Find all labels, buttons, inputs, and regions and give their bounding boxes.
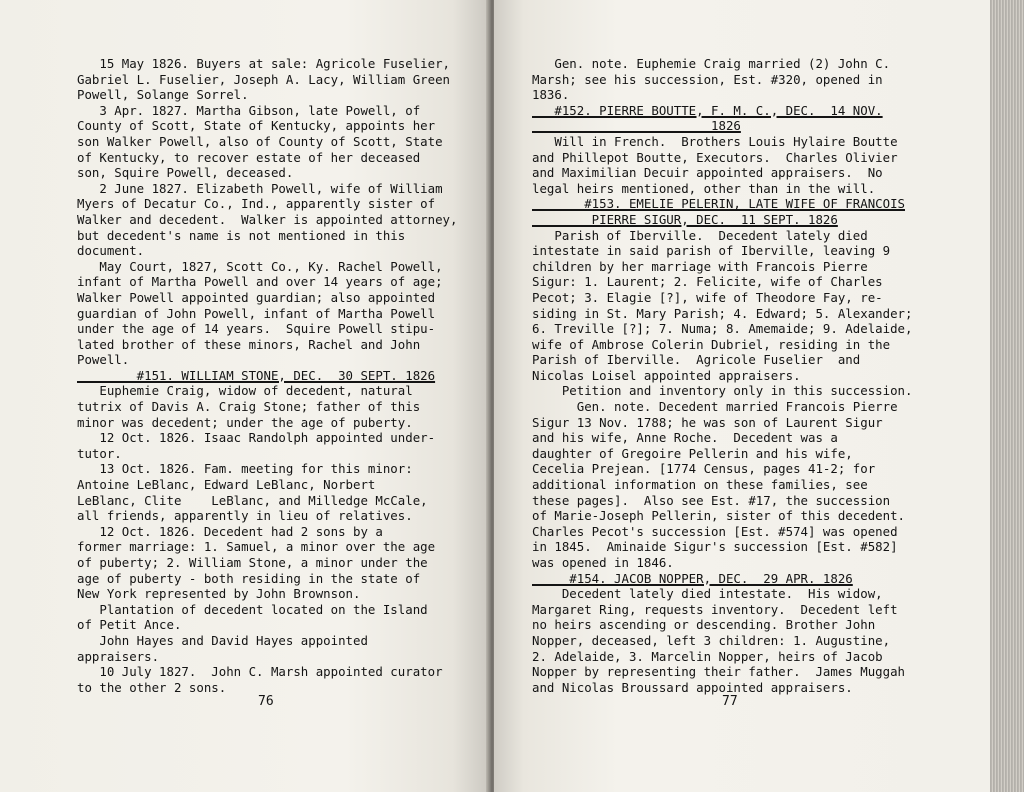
text-line: 12 Oct. 1826. Decedent had 2 sons by a xyxy=(77,523,383,539)
text-line: former marriage: 1. Samuel, a minor over the age xyxy=(77,539,436,555)
text-line: County of Scott, State of Kentucky, appoints her xyxy=(77,118,436,134)
text-line: document. xyxy=(77,243,145,259)
text-line: Parish of Iberville. Agricole Fuselier and xyxy=(532,352,861,368)
page-edges xyxy=(990,0,1024,792)
text-line: Nopper by representing their father. James Muggah xyxy=(532,664,905,680)
text-line: Euphemie Craig, widow of decedent, natural xyxy=(77,383,413,399)
entry-heading: #151. WILLIAM STONE, DEC. 30 SEPT. 1826 xyxy=(77,367,436,383)
text-line: LeBlanc, Clite LeBlanc, and Milledge McCale, xyxy=(77,492,428,508)
text-line: minor was decedent; under the age of puberty. xyxy=(77,414,413,430)
text-line: no heirs ascending or descending. Brother John xyxy=(532,617,876,633)
left-page xyxy=(0,0,492,792)
left-page-number: 76 xyxy=(258,694,274,709)
text-line: in 1845. Aminaide Sigur's succession [Est. #582] xyxy=(532,539,898,555)
text-line: of Kentucky, to recover estate of her deceased xyxy=(77,149,421,165)
text-line: Nicolas Loisel appointed appraisers. xyxy=(532,367,801,383)
text-line: age of puberty - both residing in the state of xyxy=(77,570,421,586)
text-line: additional information on these families, see xyxy=(532,477,868,493)
text-line: Parish of Iberville. Decedent lately died xyxy=(532,227,868,243)
text-line: 2 June 1827. Elizabeth Powell, wife of William xyxy=(77,180,443,196)
left-page-text xyxy=(77,56,472,695)
text-line: Nopper, deceased, left 3 children: 1. Augustine, xyxy=(532,632,891,648)
text-line: lated brother of these minors, Rachel and John xyxy=(77,336,421,352)
text-line: siding in St. Mary Parish; 4. Edward; 5. Alexander; xyxy=(532,305,913,321)
text-line: and Maximilian Decuir appointed appraisers. No xyxy=(532,165,883,181)
text-line: 12 Oct. 1826. Isaac Randolph appointed under- xyxy=(77,430,436,446)
text-line: intestate in said parish of Iberville, leaving 9 xyxy=(532,243,891,259)
text-line: Cecelia Prejean. [1774 Census, pages 41-2; for xyxy=(532,461,876,477)
text-line: Antoine LeBlanc, Edward LeBlanc, Norbert xyxy=(77,477,376,493)
text-line: under the age of 14 years. Squire Powell stipu- xyxy=(77,321,436,337)
text-line: 1836. xyxy=(532,87,570,103)
entry-heading: #154. JACOB NOPPER, DEC. 29 APR. 1826 xyxy=(532,570,853,586)
text-line: these pages]. Also see Est. #17, the succession xyxy=(532,492,891,508)
text-line: 6. Treville [?]; 7. Numa; 8. Amemaide; 9. Adelaide, xyxy=(532,321,913,337)
text-line: Sigur: 1. Laurent; 2. Felicite, wife of Charles xyxy=(532,274,883,290)
entry-heading: #153. EMELIE PELERIN, LATE WIFE OF FRANCOIS xyxy=(532,196,905,212)
text-line: Powell, Solange Sorrel. xyxy=(77,87,249,103)
right-page-text xyxy=(532,56,942,695)
entry-heading: PIERRE SIGUR, DEC. 11 SEPT. 1826 xyxy=(532,211,838,227)
text-line: Sigur 13 Nov. 1788; he was son of Laurent Sigur xyxy=(532,414,883,430)
text-line: Myers of Decatur Co., Ind., apparently sister of xyxy=(77,196,436,212)
text-line: John Hayes and David Hayes appointed xyxy=(77,632,368,648)
text-line: Gabriel L. Fuselier, Joseph A. Lacy, William Green xyxy=(77,71,450,87)
text-line: wife of Ambrose Colerin Dubriel, residing in the xyxy=(532,336,891,352)
text-line: Walker and decedent. Walker is appointed attorney, xyxy=(77,211,458,227)
text-line: Walker Powell appointed guardian; also appointed xyxy=(77,289,436,305)
right-page xyxy=(494,0,992,792)
text-line: tutrix of Davis A. Craig Stone; father of this xyxy=(77,399,421,415)
text-line: but decedent's name is not mentioned in this xyxy=(77,227,406,243)
text-line: and Phillepot Boutte, Executors. Charles Olivier xyxy=(532,149,898,165)
text-line: 15 May 1826. Buyers at sale: Agricole Fuselier, xyxy=(77,56,450,71)
right-page-number: 77 xyxy=(722,694,738,709)
text-line: Petition and inventory only in this succession. xyxy=(532,383,913,399)
text-line: Powell. xyxy=(77,352,130,368)
entry-heading: #152. PIERRE BOUTTE, F. M. C., DEC. 14 NOV. xyxy=(532,102,883,118)
text-line: and his wife, Anne Roche. Decedent was a xyxy=(532,430,838,446)
text-line: tutor. xyxy=(77,445,122,461)
text-line: Gen. note. Euphemie Craig married (2) John C. xyxy=(532,56,891,71)
text-line: 3 Apr. 1827. Martha Gibson, late Powell, of xyxy=(77,102,421,118)
text-line: children by her marriage with Francois Pierre xyxy=(532,258,868,274)
text-line: son, Squire Powell, deceased. xyxy=(77,165,294,181)
entry-heading: 1826 xyxy=(532,118,741,134)
text-line: Charles Pecot's succession [Est. #574] was opened xyxy=(532,523,898,539)
text-line: May Court, 1827, Scott Co., Ky. Rachel Powell, xyxy=(77,258,443,274)
text-line: of puberty; 2. William Stone, a minor under the xyxy=(77,555,428,570)
text-line: Will in French. Brothers Louis Hylaire Boutte xyxy=(532,133,898,149)
text-line: 10 July 1827. John C. Marsh appointed curator xyxy=(77,664,443,680)
text-line: Plantation of decedent located on the Island xyxy=(77,601,428,617)
text-line: 13 Oct. 1826. Fam. meeting for this minor: xyxy=(77,461,413,477)
text-line: daughter of Gregoire Pellerin and his wife, xyxy=(532,445,853,461)
text-line: Margaret Ring, requests inventory. Decedent left xyxy=(532,601,898,617)
text-line: was opened in 1846. xyxy=(532,555,674,570)
text-line: all friends, apparently in lieu of relatives. xyxy=(77,508,413,524)
text-line: of Marie-Joseph Pellerin, sister of this decedent. xyxy=(532,508,905,524)
text-line: appraisers. xyxy=(77,648,160,664)
text-line: guardian of John Powell, infant of Martha Powell xyxy=(77,305,436,321)
text-line: of Petit Ance. xyxy=(77,617,182,633)
text-line: 2. Adelaide, 3. Marcelin Nopper, heirs of Jacob xyxy=(532,648,883,664)
text-line: infant of Martha Powell and over 14 years of age; xyxy=(77,274,443,290)
text-line: Gen. note. Decedent married Francois Pierre xyxy=(532,399,898,415)
text-line: to the other 2 sons. xyxy=(77,679,227,695)
text-line: son Walker Powell, also of County of Scott, State xyxy=(77,133,443,149)
text-line: Pecot; 3. Elagie [?], wife of Theodore Fay, re- xyxy=(532,289,883,305)
text-line: legal heirs mentioned, other than in the will. xyxy=(532,180,876,196)
text-line: Decedent lately died intestate. His widow, xyxy=(532,586,883,602)
text-line: and Nicolas Broussard appointed appraisers. xyxy=(532,679,853,695)
text-line: New York represented by John Brownson. xyxy=(77,586,361,602)
text-line: Marsh; see his succession, Est. #320, opened in xyxy=(532,71,883,87)
